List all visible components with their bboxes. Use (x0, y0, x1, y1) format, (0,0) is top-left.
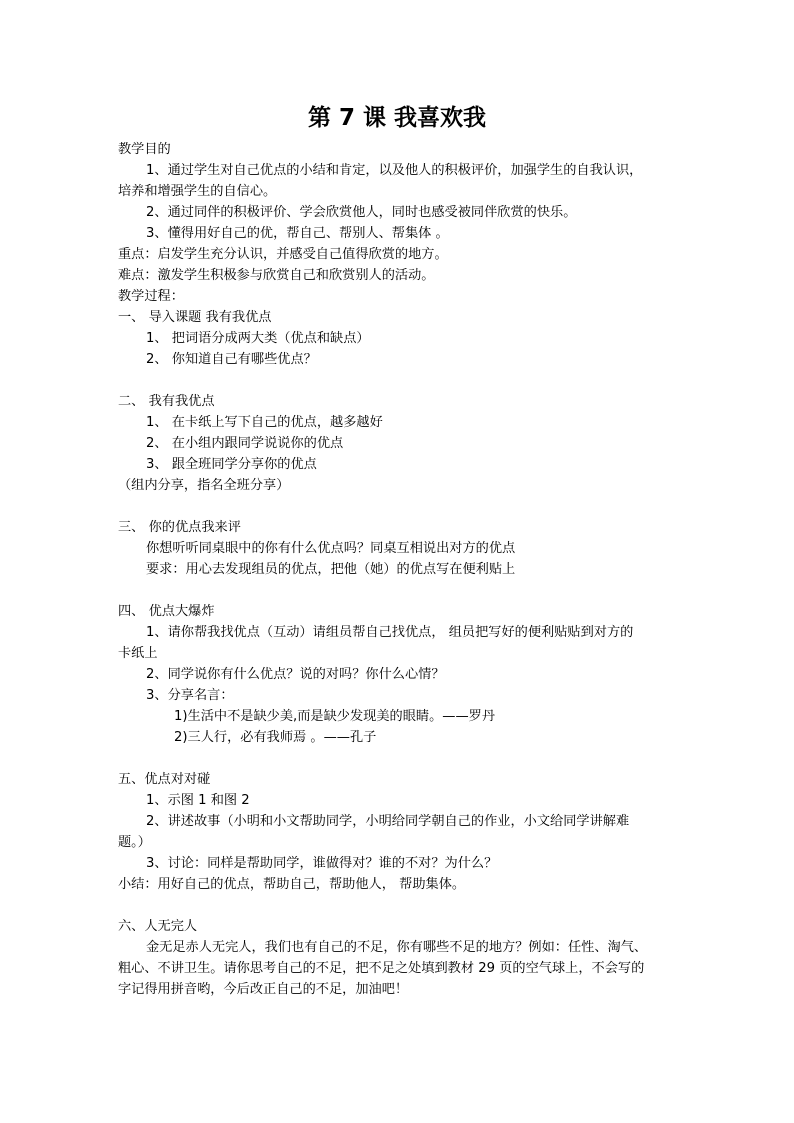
text-line: （组内分享，指名全班分享） (118, 478, 290, 493)
text-line: 3、 跟全班同学分享你的优点 (146, 457, 317, 472)
text-line: 粗心、不讲卫生。请你思考自己的不足，把不足之处填到教材 29 页的空气球上，不会写的 (118, 961, 645, 976)
section-heading: 六、人无完人 (118, 919, 198, 934)
text-line: 2、 在小组内跟同学说说你的优点 (146, 436, 344, 451)
text-line: 3、懂得用好自己的优，帮自己、帮别人、帮集体 。 (146, 226, 449, 241)
section-heading: 二、 我有我优点 (118, 394, 215, 409)
text-line: 教学目的 (118, 142, 171, 157)
text-line: 2、同学说你有什么优点？说的对吗？你什么心情？ (146, 667, 445, 682)
text-line: 小结：用好自己的优点，帮助自己，帮助他人， 帮助集体。 (118, 877, 466, 892)
text-line: 1、通过学生对自己优点的小结和肯定，以及他人的积极评价，加强学生的自我认识， (146, 163, 643, 178)
text-line: 培养和增强学生的自信心。 (118, 184, 277, 199)
text-line: 1、请你帮我找优点（互动）请组员帮自己找优点， 组员把写好的便利贴贴到对方的 (146, 625, 634, 640)
text-line: 教学过程： (118, 289, 184, 304)
text-line: 1、 把词语分成两大类（优点和缺点） (146, 331, 370, 346)
text-line: 2、讲述故事（小明和小文帮助同学，小明给同学朝自己的作业，小文给同学讲解难 (146, 814, 630, 829)
text-line: 3、分享名言： (146, 688, 234, 703)
lesson-title: 第 7 课 我喜欢我 (307, 105, 487, 131)
text-line: 重点：启发学生充分认识，并感受自己值得欣赏的地方。 (118, 247, 448, 262)
text-line: 2、通过同伴的积极评价、学会欣赏他人，同时也感受被同伴欣赏的快乐。 (146, 205, 577, 220)
section-heading: 四、 优点大爆炸 (118, 604, 215, 619)
text-line: 1、示图 1 和图 2 (146, 793, 250, 808)
text-line: 卡纸上 (118, 646, 158, 661)
section-heading: 三、 你的优点我来评 (118, 520, 241, 535)
text-line: 你想听听同桌眼中的你有什么优点吗？同桌互相说出对方的优点 (146, 541, 516, 556)
section-heading: 五、优点对对碰 (118, 772, 211, 787)
text-line: 金无足赤人无完人，我们也有自己的不足，你有哪些不足的地方？例如：任性、淘气、 (146, 940, 648, 955)
text-line: 难点：激发学生积极参与欣赏自己和欣赏别人的活动。 (118, 268, 435, 283)
text-line: 字记得用拼音哟，今后改正自己的不足，加油吧！ (118, 982, 409, 997)
section-heading: 一、 导入课题 我有我优点 (118, 310, 272, 325)
text-line: 要求：用心去发现组员的优点，把他（她）的优点写在便利贴上 (146, 562, 516, 577)
quote-line: 1)生活中不是缺少美,而是缺少发现美的眼睛。——罗丹 (174, 709, 496, 724)
text-line: 题。） (118, 835, 151, 850)
text-line: 3、讨论：同样是帮助同学，谁做得对？谁的不对？为什么？ (146, 856, 498, 871)
text-line: 2、 你知道自己有哪些优点？ (146, 352, 317, 367)
text-line: 1、 在卡纸上写下自己的优点，越多越好 (146, 415, 383, 430)
quote-line: 2)三人行，必有我师焉 。——孔子 (174, 730, 377, 745)
